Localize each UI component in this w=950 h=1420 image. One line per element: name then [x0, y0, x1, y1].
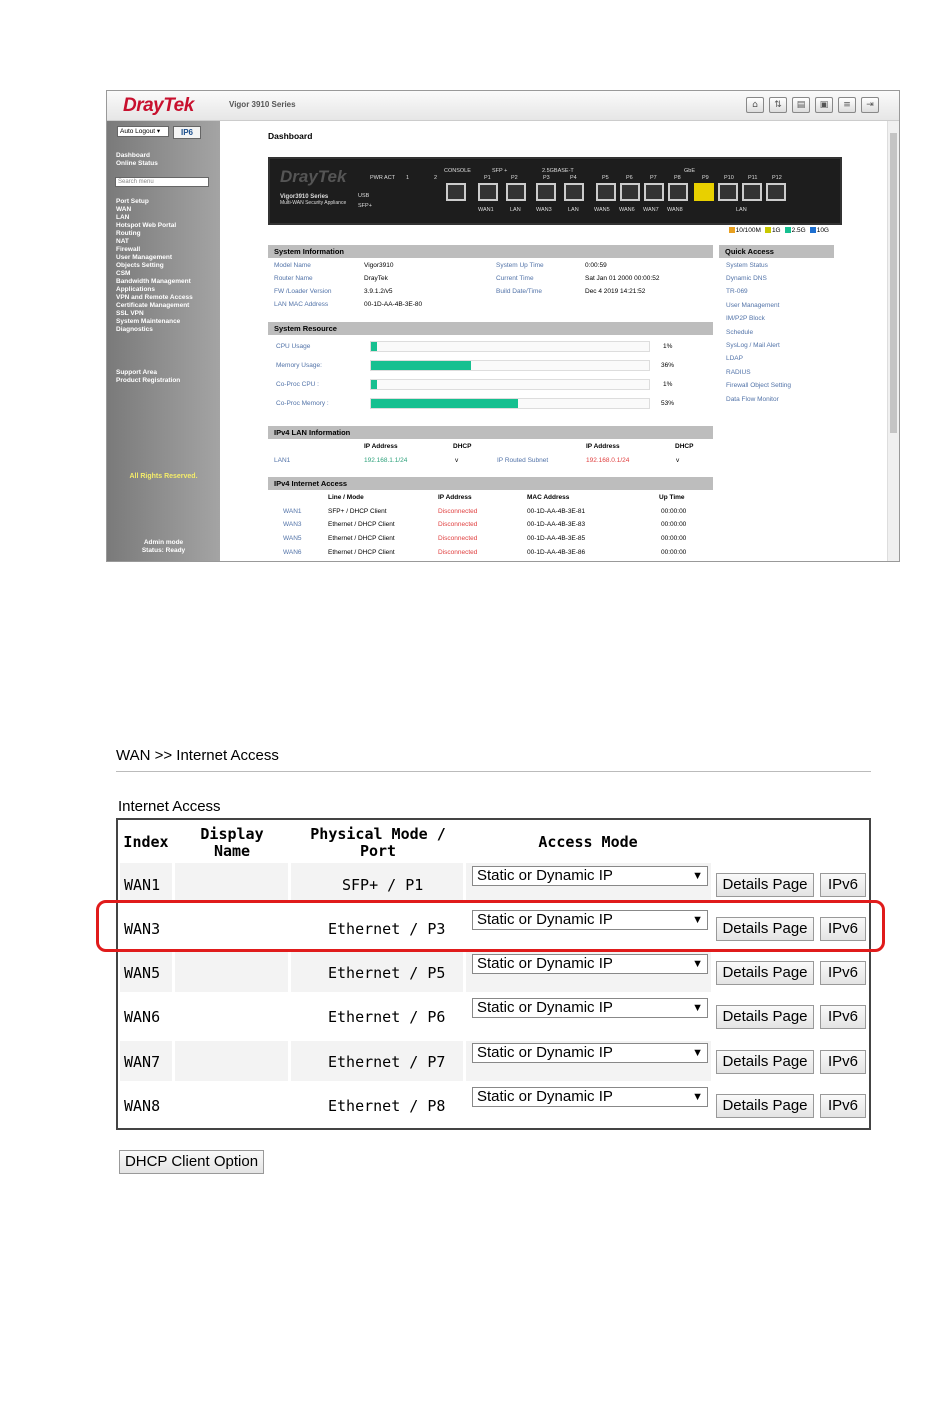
ia-wan[interactable]: WAN1 — [283, 508, 302, 515]
sidebar-item-dashboard[interactable]: Dashboard — [116, 152, 150, 159]
quick-access-link[interactable]: User Management — [726, 302, 780, 309]
info-label: System Up Time — [496, 262, 544, 269]
quick-access-header: Quick Access — [719, 245, 834, 258]
details-page-button[interactable]: Details Page — [716, 873, 814, 897]
sidebar-item[interactable]: NAT — [116, 238, 129, 245]
col-header-index: Index — [123, 833, 169, 851]
physical-port: SFP+ / P1 — [342, 876, 424, 894]
info-value: 0:00:59 — [585, 262, 607, 269]
ia-ip: Disconnected — [438, 549, 478, 556]
sidebar-item[interactable]: WAN — [116, 206, 132, 213]
lan-ip: 192.168.1.1/24 — [364, 457, 408, 464]
port-top-label: P6 — [626, 175, 633, 181]
quick-access-link[interactable]: Data Flow Monitor — [726, 396, 779, 403]
admin-status — [107, 539, 220, 555]
vertical-scrollbar[interactable] — [887, 121, 899, 562]
device-label: SFP+ — [358, 203, 372, 209]
legend-item: 10G — [810, 227, 829, 234]
cell-bg — [175, 863, 288, 903]
sidebar-item[interactable]: Diagnostics — [116, 326, 153, 333]
ipv6-button[interactable]: IPv6 — [820, 961, 866, 985]
sidebar-item-product-registration[interactable]: Product Registration — [116, 377, 181, 384]
usage-fill — [371, 399, 518, 408]
wan-index: WAN5 — [124, 964, 161, 982]
usage-fill — [371, 380, 377, 389]
save-icon[interactable]: ▣ — [815, 97, 833, 113]
quick-access-link[interactable]: Firewall Object Setting — [726, 382, 792, 389]
auto-logout-select[interactable]: Auto Logout ▾ — [117, 126, 169, 137]
col-header-physical: Physical Mode / Port — [310, 825, 446, 860]
device-label: PWR ACT — [370, 175, 396, 181]
port-top-label: P7 — [650, 175, 657, 181]
memory-usage-bar — [370, 360, 650, 371]
ia-wan[interactable]: WAN3 — [283, 521, 302, 528]
ipv6-button[interactable]: IPv6 — [820, 917, 866, 941]
ipv6-button[interactable]: IPv6 — [820, 1005, 866, 1029]
physical-port: Ethernet / P6 — [328, 1008, 446, 1026]
details-page-button[interactable]: Details Page — [716, 961, 814, 985]
info-label: Router Name — [274, 275, 313, 282]
port-bottom-label: WAN7 — [643, 207, 659, 213]
resource-pct: 1% — [663, 381, 673, 388]
port-top-label: 1 — [406, 175, 410, 181]
physical-port: Ethernet / P8 — [328, 1097, 446, 1115]
ia-uptime: 00:00:00 — [661, 549, 687, 556]
resource-pct: 1% — [663, 343, 673, 350]
sidebar-group-3 — [116, 369, 180, 385]
coproc-cpu-bar — [370, 379, 650, 390]
device-label: CONSOLE — [444, 168, 471, 174]
resource-label: CPU Usage — [276, 343, 311, 350]
access-mode-select[interactable]: Static or Dynamic IP ▼ — [472, 910, 708, 930]
wan-index: WAN1 — [124, 876, 161, 894]
info-value: 00-1D-AA-4B-3E-80 — [364, 301, 423, 308]
wan-index: WAN3 — [124, 920, 161, 938]
ia-mac: 00-1D-AA-4B-3E-81 — [527, 508, 586, 515]
device-brand: DrayTek — [280, 167, 347, 186]
port-top-label: P8 — [674, 175, 681, 181]
port — [718, 183, 738, 201]
ipv6-button[interactable]: IPv6 — [820, 1050, 866, 1074]
routed-subnet-dhcp: v — [676, 457, 680, 464]
system-resource-header: System Resource — [268, 322, 713, 335]
sidebar-item[interactable]: LAN — [116, 214, 130, 221]
port-bottom-label: LAN — [510, 207, 521, 213]
port — [766, 183, 786, 201]
coproc-memory-bar — [370, 398, 650, 409]
device-front-panel — [268, 157, 842, 225]
port-bottom-label: WAN3 — [536, 207, 552, 213]
port-bottom-label: WAN6 — [619, 207, 635, 213]
details-page-button[interactable]: Details Page — [716, 1005, 814, 1029]
ia-col-header: Line / Mode — [328, 494, 364, 501]
lan-col-header: IP Address — [586, 443, 620, 450]
port — [620, 183, 640, 201]
sort-icon[interactable]: ⇅ — [769, 97, 787, 113]
router-dashboard-screenshot — [106, 90, 900, 562]
port-top-label: P10 — [724, 175, 734, 181]
resource-label: Co-Proc Memory : — [276, 400, 329, 407]
lan-info-header: IPv4 LAN Information — [268, 426, 713, 439]
ia-mac: 00-1D-AA-4B-3E-85 — [527, 535, 586, 542]
scrollbar-thumb[interactable] — [890, 133, 897, 433]
ipv6-button[interactable]: IPv6 — [820, 1094, 866, 1118]
device-subtitle: Multi-WAN Security Appliance — [280, 200, 347, 206]
sidebar-item[interactable]: Bandwidth Management — [116, 278, 191, 285]
divider — [116, 771, 871, 772]
physical-port: Ethernet / P5 — [328, 964, 446, 982]
draytek-logo: DrayTek — [123, 95, 194, 116]
resource-pct: 36% — [661, 362, 675, 369]
info-label: Model Name — [274, 262, 311, 269]
admin-mode-text: Admin mode — [143, 539, 184, 546]
header-icons — [746, 97, 879, 113]
home-icon[interactable]: ⌂ — [746, 97, 764, 113]
sidebar-item[interactable]: Objects Setting — [116, 262, 164, 269]
search-menu-input[interactable]: Search menu — [115, 177, 209, 187]
device-label: SFP + — [492, 168, 508, 174]
rights-text: All Rights Reserved. — [129, 473, 198, 480]
quick-access-link[interactable]: RADIUS — [726, 369, 751, 376]
chevron-down-icon: ▼ — [692, 1091, 703, 1103]
chevron-down-icon: ▼ — [692, 870, 703, 882]
sidebar-item-support-area[interactable]: Support Area — [116, 369, 157, 376]
port — [668, 183, 688, 201]
port-top-label: P12 — [772, 175, 782, 181]
port-active — [694, 183, 714, 201]
routed-subnet-label[interactable]: IP Routed Subnet — [497, 457, 549, 464]
port-top-label: P1 — [484, 175, 491, 181]
chevron-down-icon: ▼ — [692, 914, 703, 926]
sidebar-item[interactable]: System Maintenance — [116, 318, 181, 325]
legend-item: 2.5G — [785, 227, 806, 234]
port-top-label: P5 — [602, 175, 609, 181]
ia-uptime: 00:00:00 — [661, 508, 687, 515]
lan-col-header: DHCP — [453, 443, 472, 450]
wan-index: WAN8 — [124, 1097, 161, 1115]
access-mode-select[interactable]: Static or Dynamic IP ▼ — [472, 954, 708, 974]
port — [478, 183, 498, 201]
ia-mode: Ethernet / DHCP Client — [328, 521, 395, 528]
cell-bg — [175, 1041, 288, 1081]
info-label: Current Time — [496, 275, 534, 282]
notes-icon[interactable]: ≡ — [838, 97, 856, 113]
port — [596, 183, 616, 201]
cell-bg — [175, 952, 288, 992]
speed-legend — [729, 227, 829, 234]
chevron-down-icon: ▼ — [692, 1002, 703, 1014]
wan-index: WAN6 — [124, 1008, 161, 1026]
device-label: GbE — [684, 168, 696, 174]
ipv6-button[interactable]: IPv6 — [820, 873, 866, 897]
legend-item: 10/100M — [729, 227, 761, 234]
section-title: Internet Access — [118, 798, 221, 815]
lan-col-header: IP Address — [364, 443, 398, 450]
sidebar-item[interactable]: User Management — [116, 254, 172, 261]
physical-port: Ethernet / P7 — [328, 1053, 446, 1071]
ia-uptime: 00:00:00 — [661, 535, 687, 542]
status-text: Status: Ready — [141, 547, 186, 554]
port-bottom-label: LAN — [568, 207, 579, 213]
ia-wan[interactable]: WAN5 — [283, 535, 302, 542]
port — [742, 183, 762, 201]
info-label: Build Date/Time — [496, 288, 542, 295]
logout-icon[interactable]: ⇥ — [861, 97, 879, 113]
port-bottom-label: LAN — [736, 207, 747, 213]
port-bottom-label: WAN8 — [667, 207, 683, 213]
sidebar-item[interactable]: CSM — [116, 270, 131, 277]
ia-mode: SFP+ / DHCP Client — [328, 508, 387, 515]
sidebar — [107, 121, 220, 562]
quick-access-link[interactable]: System Status — [726, 262, 768, 269]
highlight-box-wan3 — [96, 900, 885, 952]
sidebar-item-online-status[interactable]: Online Status — [116, 160, 158, 167]
port — [564, 183, 584, 201]
sidebar-item[interactable]: SSL VPN — [116, 310, 144, 317]
sidebar-item[interactable]: Routing — [116, 230, 141, 237]
device-label: 2.5GBASE-T — [542, 168, 574, 174]
usage-fill — [371, 361, 471, 370]
breadcrumb: WAN >> Internet Access — [116, 747, 279, 764]
access-mode-select[interactable]: Static or Dynamic IP ▼ — [472, 998, 708, 1018]
internet-access-table — [116, 818, 871, 1130]
lan-dhcp: v — [455, 457, 459, 464]
cpu-usage-bar — [370, 341, 650, 352]
resource-label: Memory Usage: — [276, 362, 322, 369]
port-top-label: P4 — [570, 175, 577, 181]
details-page-button[interactable]: Details Page — [716, 1094, 814, 1118]
usage-fill — [371, 342, 377, 351]
ia-wan[interactable]: WAN6 — [283, 549, 302, 556]
resource-label: Co-Proc CPU : — [276, 381, 319, 388]
dashboard-main — [220, 121, 887, 562]
sidebar-item[interactable]: Firewall — [116, 246, 141, 253]
ia-mode: Ethernet / DHCP Client — [328, 549, 395, 556]
ia-col-header: IP Address — [438, 494, 472, 501]
port — [644, 183, 664, 201]
port — [506, 183, 526, 201]
port-top-label: P3 — [543, 175, 550, 181]
ia-mac: 00-1D-AA-4B-3E-83 — [527, 521, 586, 528]
console-port — [446, 183, 466, 201]
sidebar-item[interactable]: Port Setup — [116, 198, 149, 205]
device-label: USB — [358, 193, 370, 199]
chevron-down-icon: ▼ — [692, 958, 703, 970]
system-info-header: System Information — [268, 245, 713, 258]
resource-pct: 53% — [661, 400, 675, 407]
col-header-access-mode: Access Mode — [538, 833, 638, 851]
legend-item: 1G — [765, 227, 781, 234]
device-model — [280, 194, 346, 206]
info-label: FW /Loader Version — [274, 288, 332, 295]
access-mode-select[interactable]: Static or Dynamic IP ▼ — [472, 866, 708, 886]
sidebar-item[interactable]: Applications — [116, 286, 156, 293]
quick-access-link[interactable]: LDAP — [726, 355, 743, 362]
ia-ip: Disconnected — [438, 508, 478, 515]
lan-col-header: DHCP — [675, 443, 694, 450]
port-top-label: P2 — [511, 175, 518, 181]
info-value: Vigor3910 — [364, 262, 394, 269]
sidebar-group-1 — [116, 152, 158, 168]
details-page-button[interactable]: Details Page — [716, 1050, 814, 1074]
wan-index: WAN7 — [124, 1053, 161, 1071]
page-title: Dashboard — [268, 131, 313, 141]
info-label: LAN MAC Address — [274, 301, 329, 308]
quick-access-link[interactable]: IM/P2P Block — [726, 315, 765, 322]
device-model-name: Vigor3910 Series — [280, 194, 329, 200]
port-top-label: P11 — [748, 175, 758, 181]
quick-access-link[interactable]: SysLog / Mail Alert — [726, 342, 780, 349]
quick-access-link[interactable]: Schedule — [726, 329, 754, 336]
ipv6-badge[interactable]: IP6 — [173, 126, 201, 139]
info-value: 3.9.1.2/v5 — [364, 288, 393, 295]
ia-col-header: Up Time — [659, 494, 685, 501]
access-mode-select[interactable]: Static or Dynamic IP ▼ — [472, 1043, 708, 1063]
sidebar-item[interactable]: Certificate Management — [116, 302, 190, 309]
routed-subnet-ip: 192.168.0.1/24 — [586, 457, 630, 464]
sidebar-item[interactable]: VPN and Remote Access — [116, 294, 193, 301]
access-mode-select[interactable]: Static or Dynamic IP ▼ — [472, 1087, 708, 1107]
col-header-display-name: Display Name — [200, 825, 264, 860]
details-page-button[interactable]: Details Page — [716, 917, 814, 941]
ia-ip: Disconnected — [438, 521, 478, 528]
sidebar-item[interactable]: Hotspot Web Portal — [116, 222, 177, 229]
lan-name[interactable]: LAN1 — [274, 457, 291, 464]
ia-mac: 00-1D-AA-4B-3E-86 — [527, 549, 586, 556]
ia-uptime: 00:00:00 — [661, 521, 687, 528]
table-icon[interactable]: ▤ — [792, 97, 810, 113]
port-top-label: 2 — [434, 175, 438, 181]
internet-access-header: IPv4 Internet Access — [268, 477, 713, 490]
port-bottom-label: WAN5 — [594, 207, 610, 213]
ia-mode: Ethernet / DHCP Client — [328, 535, 395, 542]
dhcp-client-option-button[interactable]: DHCP Client Option — [119, 1150, 264, 1174]
physical-port: Ethernet / P3 — [328, 920, 446, 938]
info-value: Sat Jan 01 2000 00:00:52 — [585, 275, 660, 282]
sidebar-group-2 — [116, 198, 193, 334]
info-value: Dec 4 2019 14:21:52 — [585, 288, 646, 295]
model-series: Vigor 3910 Series — [229, 100, 296, 109]
ia-ip: Disconnected — [438, 535, 478, 542]
ia-col-header: MAC Address — [527, 494, 570, 501]
port-bottom-label: WAN1 — [478, 207, 494, 213]
port-top-label: P9 — [702, 175, 709, 181]
quick-access-link[interactable]: Dynamic DNS — [726, 275, 767, 282]
port — [536, 183, 556, 201]
chevron-down-icon: ▼ — [692, 1047, 703, 1059]
quick-access-link[interactable]: TR-069 — [726, 288, 748, 295]
info-value: DrayTek — [364, 275, 388, 282]
header-bar — [107, 91, 899, 121]
